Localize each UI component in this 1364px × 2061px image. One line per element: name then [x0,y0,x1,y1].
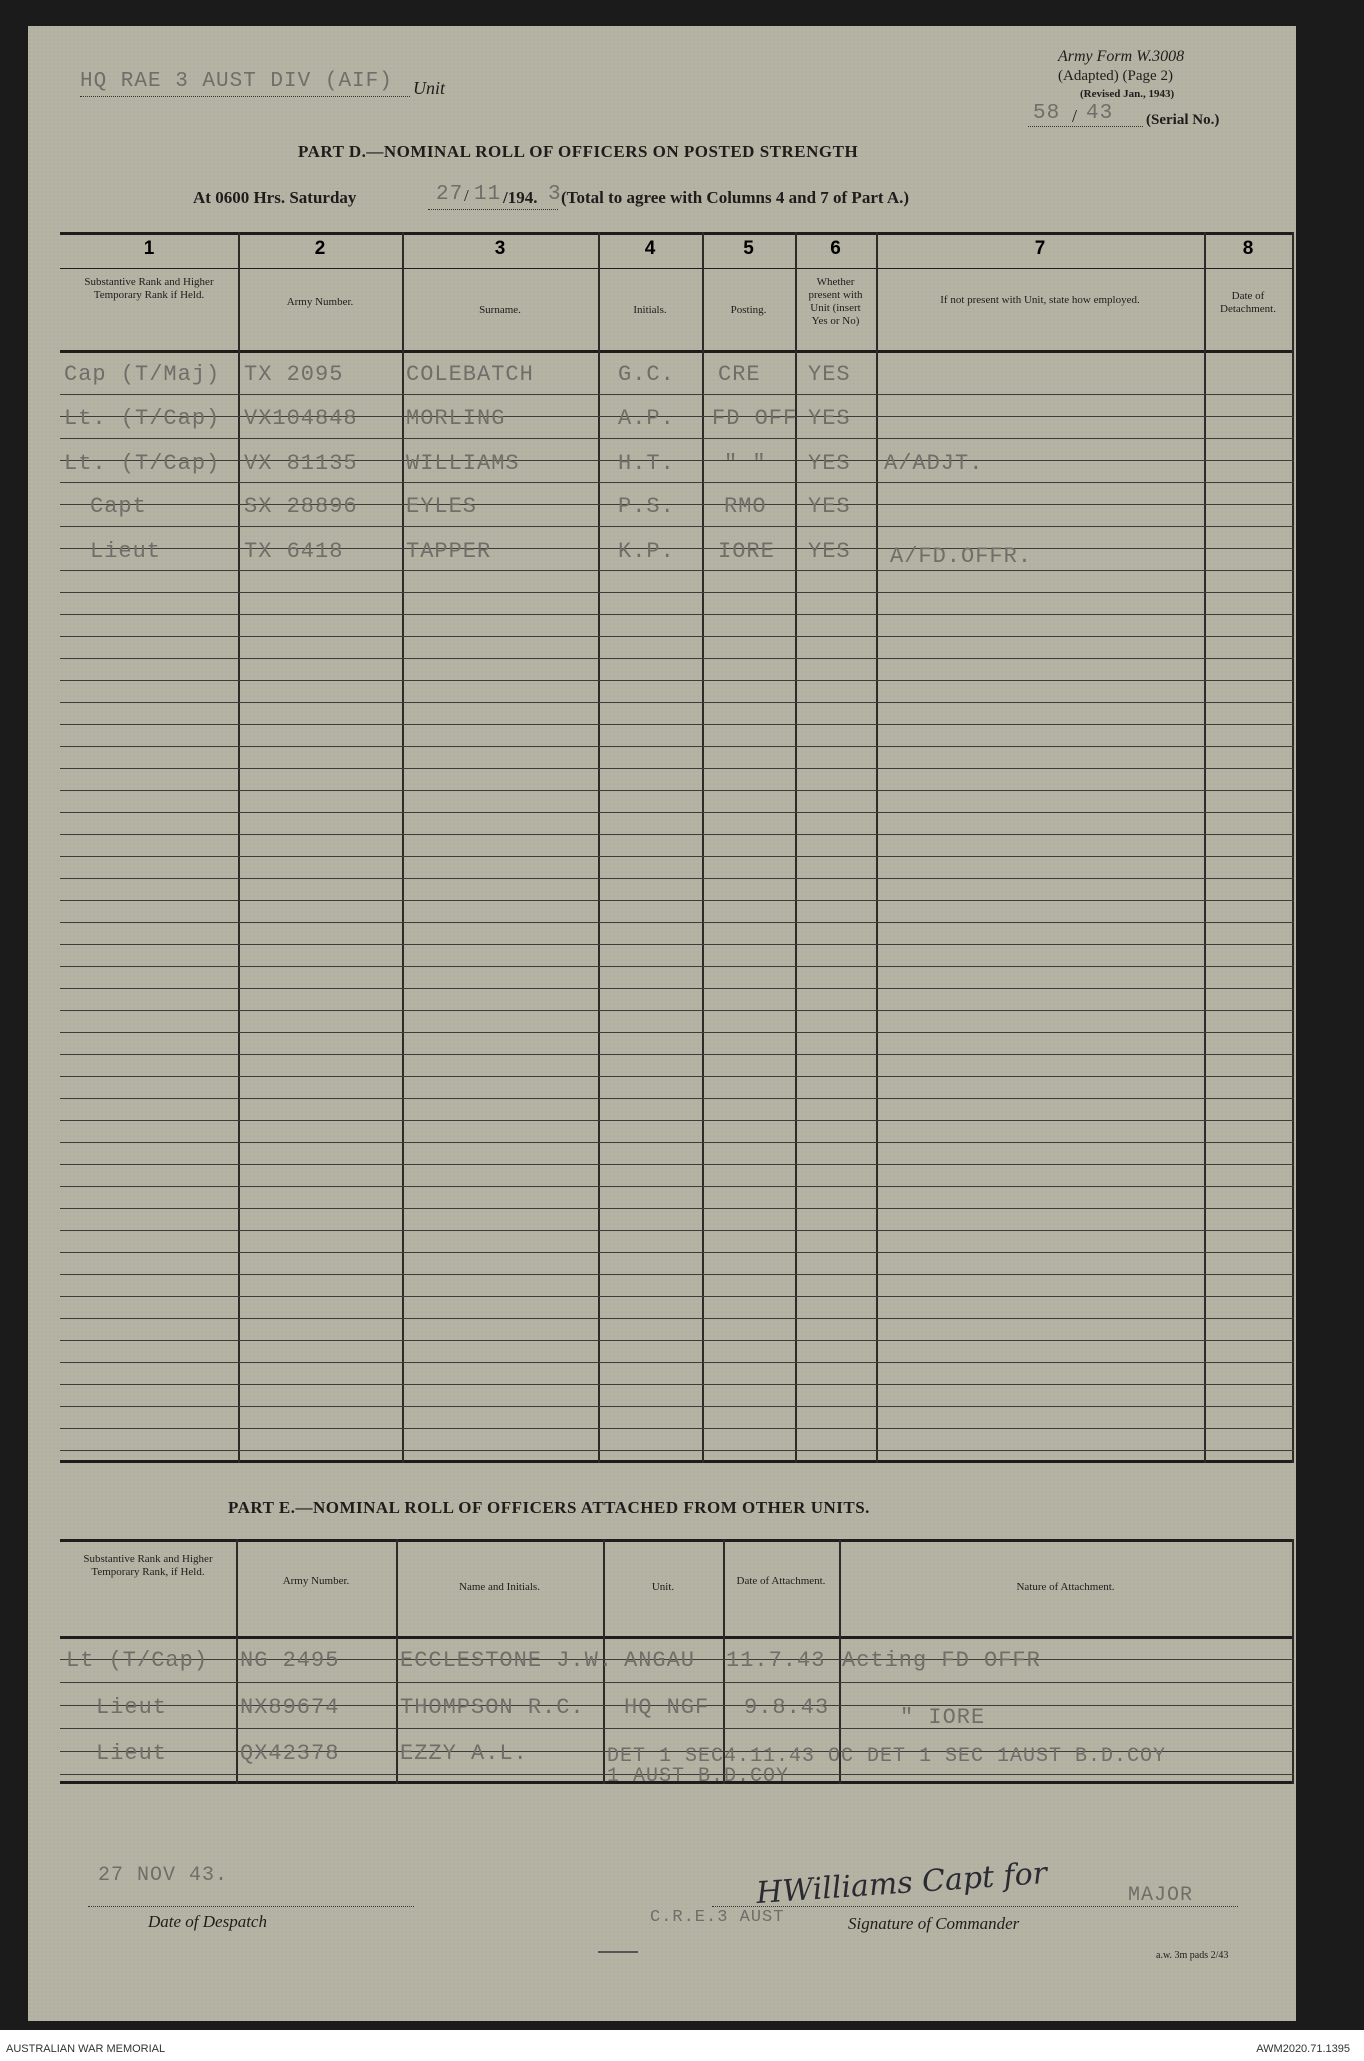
ruled-line [60,1252,1294,1253]
ruled-line [60,900,1294,901]
row-employed: A/FD.OFFR. [890,544,1033,569]
col-header-surname: Surname. [479,304,521,316]
ruled-line [60,1186,1294,1187]
row-nature: OC DET 1 SEC 1AUST B.D.COY [828,1745,1167,1768]
date-month: 11 [474,183,502,206]
row-name: ECCLESTONE J.W. [400,1648,614,1673]
row-name: THOMPSON R.C. [400,1695,585,1720]
e-col-header-date: Date of Attachment. [736,1575,826,1587]
ruled-line [60,680,1294,681]
despatch-label: Date of Despatch [148,1912,267,1931]
col-num-7: 7 [1034,238,1046,259]
row-unit: HQ NGF [624,1695,710,1720]
ruled-line [60,1384,1294,1385]
ruled-line [60,812,1294,813]
row-rank: Capt [90,494,147,519]
row-army-number: TX 2095 [244,362,344,387]
row-rank: Lieut [96,1695,168,1720]
ruled-line [60,1208,1294,1209]
row-rank: Lt. (T/Cap) [64,451,221,476]
despatch-date: 27 NOV 43. [98,1864,229,1887]
col-num-1: 1 [143,238,155,259]
col-header-detachment-date: Date of Detachment. [1220,290,1276,315]
form-revised: (Revised Jan., 1943) [1080,88,1175,100]
ruled-line [60,658,1294,659]
row-unit-continued: 1 AUST B.D.COY [607,1765,790,1788]
row-surname: WILLIAMS [406,451,520,476]
row-unit: DET 1 SEC [607,1745,725,1768]
ruled-line [60,988,1294,989]
ruled-line [60,1682,1294,1683]
row-initials: P.S. [618,494,675,519]
ruled-line [60,768,1294,769]
print-code: a.w. 3m pads 2/43 [1156,1950,1229,1961]
unit-label: Unit [413,78,446,98]
stamp-mark [598,1951,638,1953]
form-number: Army Form W.3008 [1058,48,1185,65]
ruled-line [60,856,1294,857]
part-e-table [60,1539,1294,1788]
row-posting: CRE [718,362,761,387]
col-num-2: 2 [314,238,326,259]
col-header-army-number: Army Number. [286,296,354,308]
ruled-line [60,1728,1294,1729]
row-employed: A/ADJT. [884,451,984,476]
ruled-line [60,922,1294,923]
year-prefix: /194. [503,188,538,207]
part-d-title: PART D.—NOMINAL ROLL OF OFFICERS ON POSTED STRENGTH [298,142,859,161]
ruled-line [60,1142,1294,1143]
ruled-line [60,878,1294,879]
row-army-number: TX 6418 [244,539,344,564]
row-rank: Cap (T/Maj) [64,362,221,387]
ruled-line [60,1406,1294,1407]
ruled-line [60,614,1294,615]
row-date: 9.8.43 [744,1695,830,1720]
row-surname: TAPPER [406,539,492,564]
ruled-line [60,482,1294,483]
ruled-line [60,966,1294,967]
row-present: YES [808,539,851,564]
archive-name: AUSTRALIAN WAR MEMORIAL [6,2043,166,2055]
row-surname: COLEBATCH [406,362,534,387]
row-rank: Lt (T/Cap) [66,1648,209,1673]
ruled-line [60,1450,1294,1451]
form-sheet: HQ RAE 3 AUST DIV (AIF) Unit Army Form W.3008 (Adapted) (Page 2) (Revised Jan., 1943) 58 / 43 (Serial No.) PART D.—NOMINAL ROLL OF OFFICERS ON POSTED STRENGTH At 0600 Hrs. Saturday 27 / 11 /194. 3 (Total to agree with Columns 4 and 7 of Part A.) 1 2 3 4 5 6 7 8 Substantive Rank and Higher Temporary Rank if Held. Army Number. Surname. Initials. Posting. Whether present with Unit (insert Yes or No) If not present with Unit, state how employed. Date of Detachment. Cap (T/Maj) TX 2095 COLEBATCH G.C. CRE YES Lt. (T/Cap) VX104848 MORLING A.P. FD OFF YES Lt. (T/Cap) VX 81135 WILLIAMS H.T. " " YES A/ADJT. Capt SX 28896 EYLES P.S. RMO YES Lieut TX 6418 TAPPER K.P. IORE YES A/FD.OFFR. PART E.—NOMINAL ROLL OF OFFICERS ATTACHED FROM OTHER UNITS. Substantive Rank and Higher Temporary Rank, if Held. Army Number. Name and Initials. Unit. Date of Attachment. Nature of Attachment. Lt (T/Cap) NG 2495 ECCLESTONE J.W. ANGAU 11.7.43 Acting FD OFFR Lieut NX89674 THOMPSON R.C. HQ NGF 9.8.43 " IORE Lieut QX42378 EZZY A.L. DET 1 SEC 4.11.43 OC DET 1 SEC 1AUST B.D.COY 1 AUST B.D.COY 27 NOV 43. Date of Despatch C.R.E.3 AUST HWilliams Capt for MAJOR Signature of Commander a.w. 3m pads 2/43 [28,26,1296,2021]
ruled-line [60,1230,1294,1231]
row-army-number: VX104848 [244,406,358,431]
row-army-number: QX42378 [240,1741,340,1766]
part-d-table [60,232,1294,1463]
part-d-subtitle-suffix: (Total to agree with Columns 4 and 7 of Part A.) [561,188,910,207]
row-army-number: NG 2495 [240,1648,340,1673]
ruled-line [60,1296,1294,1297]
ruled-line [60,438,1294,439]
row-posting: " " [724,451,767,476]
row-rank: Lt. (T/Cap) [64,406,221,431]
row-surname: MORLING [406,406,506,431]
row-army-number: SX 28896 [244,494,358,519]
row-date: 11.7.43 [726,1648,826,1673]
row-army-number: NX89674 [240,1695,340,1720]
ruled-line [60,570,1294,571]
serial-label: (Serial No.) [1146,112,1220,128]
serial-value-2: 43 [1086,102,1114,125]
ruled-line [60,790,1294,791]
e-col-header-nature: Nature of Attachment. [1016,1581,1115,1593]
date-day: 27 [436,183,464,206]
col-num-3: 3 [494,238,506,259]
row-nature: " IORE [900,1705,986,1730]
ruled-line [60,592,1294,593]
row-nature: Acting FD OFFR [842,1648,1041,1673]
ruled-line [60,1120,1294,1121]
ruled-line [60,702,1294,703]
ruled-line [60,1010,1294,1011]
row-present: YES [808,451,851,476]
signature-label: Signature of Commander [848,1914,1020,1933]
row-initials: A.P. [618,406,675,431]
row-posting: IORE [718,539,775,564]
col-header-present: Whether present with Unit (insert Yes or No) [808,276,863,327]
ruled-line [60,1340,1294,1341]
archive-reference: AWM2020.71.1395 [1256,2043,1350,2055]
row-date: 4.11.43 [724,1745,816,1768]
ruled-line [60,1274,1294,1275]
row-present: YES [808,494,851,519]
ruled-line [60,1428,1294,1429]
year-digit: 3 [548,183,562,206]
ruled-line [60,746,1294,747]
ruled-line [60,1054,1294,1055]
e-col-header-unit: Unit. [651,1581,675,1593]
ruled-line [60,1164,1294,1165]
unit-value: HQ RAE 3 AUST DIV (AIF) [80,70,393,93]
form-adapted: (Adapted) (Page 2) [1058,68,1173,84]
ruled-line [60,1098,1294,1099]
part-d-subtitle-prefix: At 0600 Hrs. Saturday [193,188,357,207]
ruled-line [60,636,1294,637]
archive-footer [0,2030,1364,2061]
row-initials: H.T. [618,451,675,476]
signature-rank: MAJOR [1128,1884,1194,1907]
row-initials: G.C. [618,362,675,387]
col-num-4: 4 [644,238,656,259]
row-rank: Lieut [96,1741,168,1766]
ruled-line [60,1362,1294,1363]
ruled-line [60,724,1294,725]
part-e-title: PART E.—NOMINAL ROLL OF OFFICERS ATTACHED FROM OTHER UNITS. [228,1498,870,1517]
row-rank: Lieut [90,539,162,564]
col-num-5: 5 [743,238,754,259]
row-unit: ANGAU [624,1648,696,1673]
ruled-line [60,1318,1294,1319]
col-header-posting: Posting. [730,304,767,316]
ruled-line [60,1032,1294,1033]
row-present: YES [808,362,851,387]
col-header-initials: Initials. [633,304,667,316]
col-num-8: 8 [1242,238,1254,259]
col-header-employed: If not present with Unit, state how employed. [940,294,1140,306]
row-initials: K.P. [618,539,675,564]
commander-signature: HWilliams Capt for [755,1855,1049,1912]
col-num-6: 6 [830,238,841,259]
row-posting: FD OFF [712,406,798,431]
stamp-text: C.R.E.3 AUST [650,1908,785,1927]
ruled-line [60,1076,1294,1077]
row-surname: EYLES [406,494,478,519]
ruled-line [60,944,1294,945]
ruled-line [60,394,1294,395]
row-name: EZZY A.L. [400,1741,528,1766]
e-col-header-army-number: Army Number. [282,1575,350,1587]
col-header-rank: Substantive Rank and Higher Temporary Rank if Held. [84,276,214,301]
ruled-line [60,834,1294,835]
row-posting: RMO [724,494,767,519]
serial-value-1: 58 [1033,102,1061,125]
ruled-line [60,526,1294,527]
row-present: YES [808,406,851,431]
row-army-number: VX 81135 [244,451,358,476]
e-col-header-rank: Substantive Rank and Higher Temporary Rank, if Held. [83,1553,213,1578]
e-col-header-name: Name and Initials. [459,1581,540,1593]
